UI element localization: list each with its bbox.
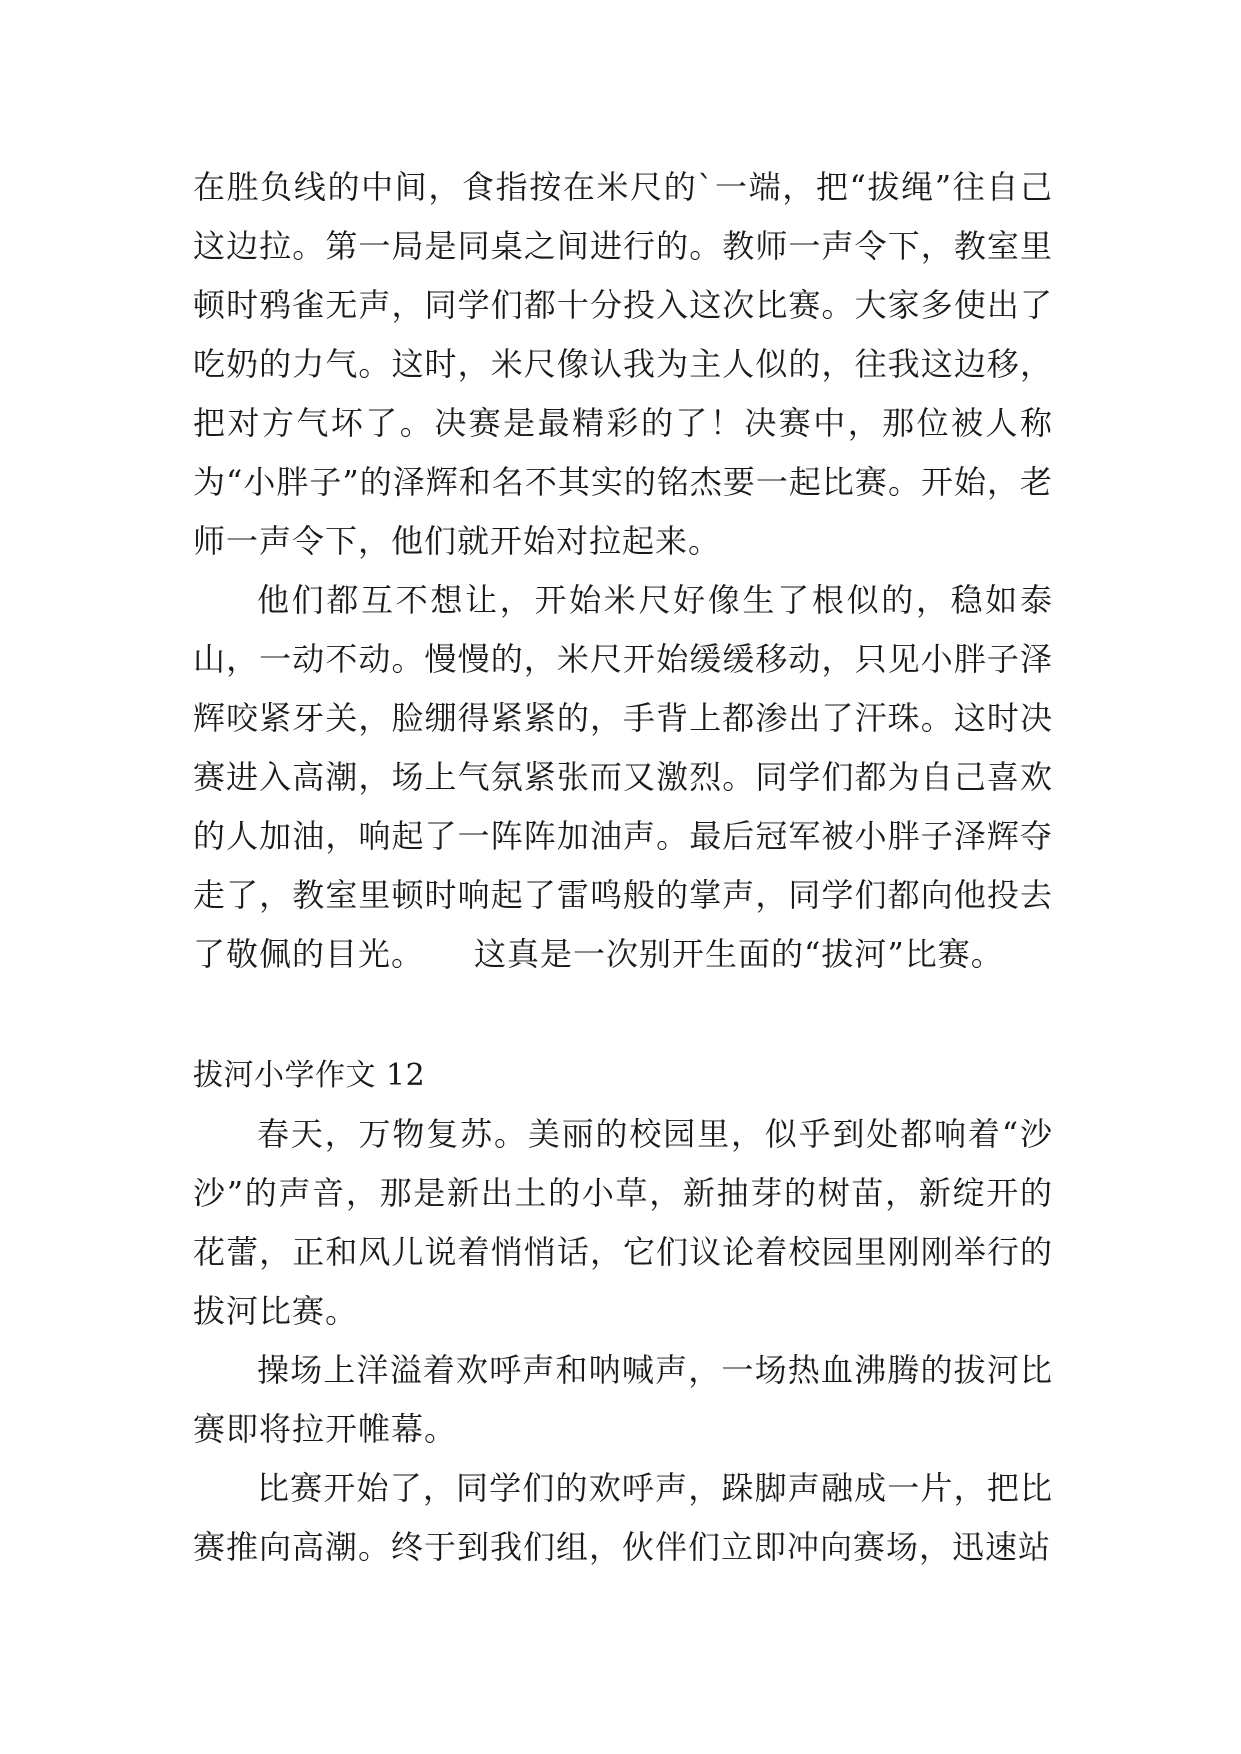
section-gap	[193, 984, 1053, 1046]
paragraph-1: 在胜负线的中间，食指按在米尺的`一端，把“拔绳”往自己这边拉。第一局是同桌之间进行的。教师一声令下，教室里顿时鸦雀无声，同学们都十分投入这次比赛。大家多使出了吃奶的力气。这时，米尺像认我为主人似的，往我这边移，把对方气坏了。决赛是最精彩的了！决赛中，那位被人称为“小胖子”的泽辉和名不其实的铭杰要一起比赛。开始，老师一声令下，他们就开始对拉起来。	[193, 168, 1053, 560]
paragraph-3: 春天，万物复苏。美丽的校园里，似乎到处都响着“沙沙”的声音，那是新出土的小草，新抽芽的树苗，新绽开的花蕾，正和风儿说着悄悄话，它们议论着校园里刚刚举行的拔河比赛。	[193, 1115, 1053, 1330]
document-page	[193, 158, 1053, 1577]
paragraph-4: 操场上洋溢着欢呼声和呐喊声，一场热血沸腾的拔河比赛即将拉开帷幕。	[193, 1351, 1053, 1448]
paragraph-5: 比赛开始了，同学们的欢呼声，跺脚声融成一片，把比赛推向高潮。终于到我们组，伙伴们立即冲向赛场，迅速站	[193, 1469, 1053, 1566]
essay-heading: 拔河小学作文 12	[193, 1058, 426, 1093]
paragraph-2: 他们都互不想让，开始米尺好像生了根似的，稳如泰山，一动不动。慢慢的，米尺开始缓缓移动，只见小胖子泽辉咬紧牙关，脸绷得紧紧的，手背上都渗出了汗珠。这时决赛进入高潮，场上气氛紧张而又激烈。同学们都为自己喜欢的人加油，响起了一阵阵加油声。最后冠军被小胖子泽辉夺走了，教室里顿时响起了雷鸣般的掌声，同学们都向他投去了敬佩的目光。 这真是一次别开生面的“拔河”比赛。	[193, 581, 1053, 973]
